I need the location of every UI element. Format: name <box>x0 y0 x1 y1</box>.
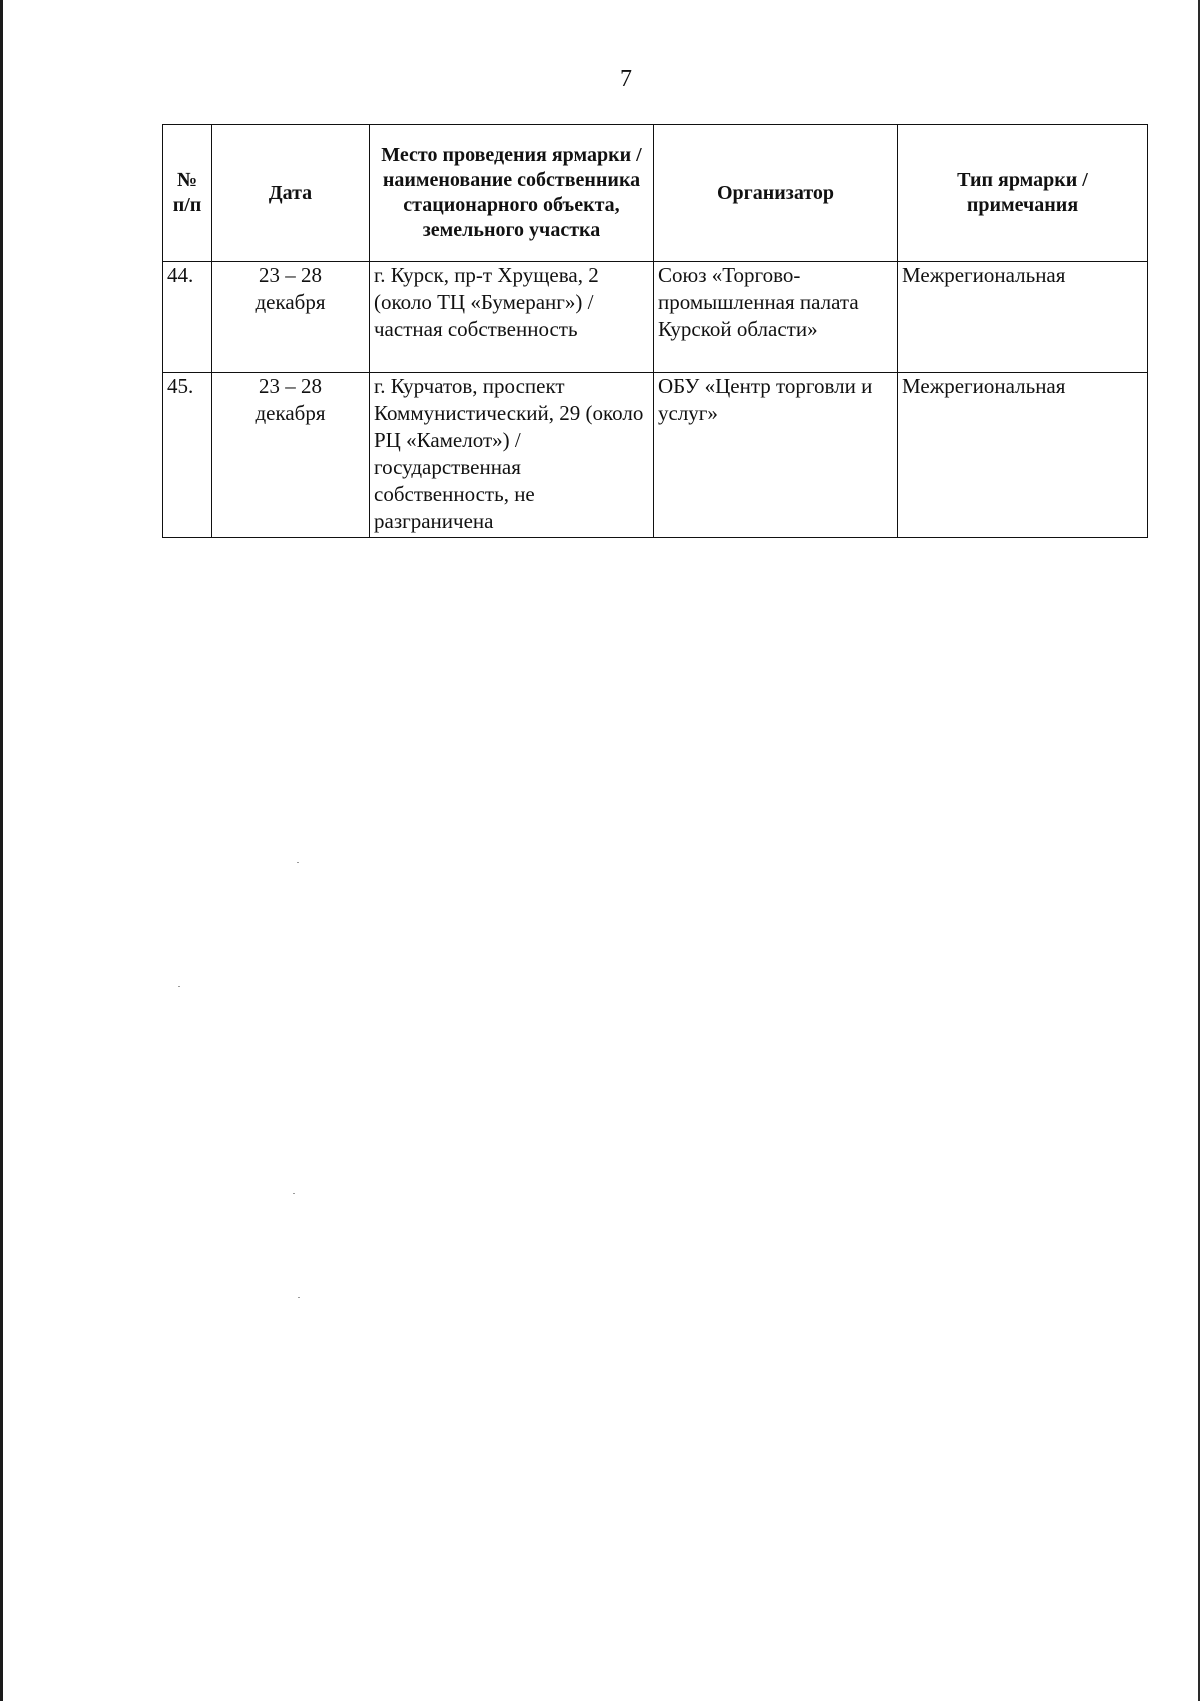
row-number: 45. <box>163 373 212 538</box>
header-date: Дата <box>212 125 370 262</box>
scan-speck <box>293 1193 295 1194</box>
row-number: 44. <box>163 262 212 373</box>
scan-speck <box>298 1297 300 1298</box>
row-organizer: Союз «Торгово-промышленная палата Курской области» <box>654 262 898 373</box>
header-place: Место проведения ярмарки / наименование собственника стационарного объекта, земельного участка <box>370 125 654 262</box>
fairs-table <box>162 124 1148 538</box>
row-fair-type: Межрегиональная <box>898 262 1148 373</box>
table-row <box>163 373 1148 538</box>
table-row <box>163 262 1148 373</box>
header-number: № п/п <box>163 125 212 262</box>
page-number: 7 <box>620 66 632 92</box>
row-date: 23 – 28 декабря <box>212 262 370 373</box>
row-fair-type: Межрегиональная <box>898 373 1148 538</box>
row-place: г. Курчатов, проспект Коммунистический, 29 (около РЦ «Камелот») / государственная собственность, не разграничена <box>370 373 654 538</box>
scan-edge-left <box>0 0 3 1701</box>
header-fair-type: Тип ярмарки / примечания <box>898 125 1148 262</box>
scan-speck <box>297 862 299 863</box>
scan-speck <box>178 986 180 987</box>
header-organizer: Организатор <box>654 125 898 262</box>
table-header-row <box>163 125 1148 262</box>
row-organizer: ОБУ «Центр торговли и услуг» <box>654 373 898 538</box>
row-date: 23 – 28 декабря <box>212 373 370 538</box>
row-place: г. Курск, пр-т Хрущева, 2 (около ТЦ «Бумеранг») / частная собственность <box>370 262 654 373</box>
